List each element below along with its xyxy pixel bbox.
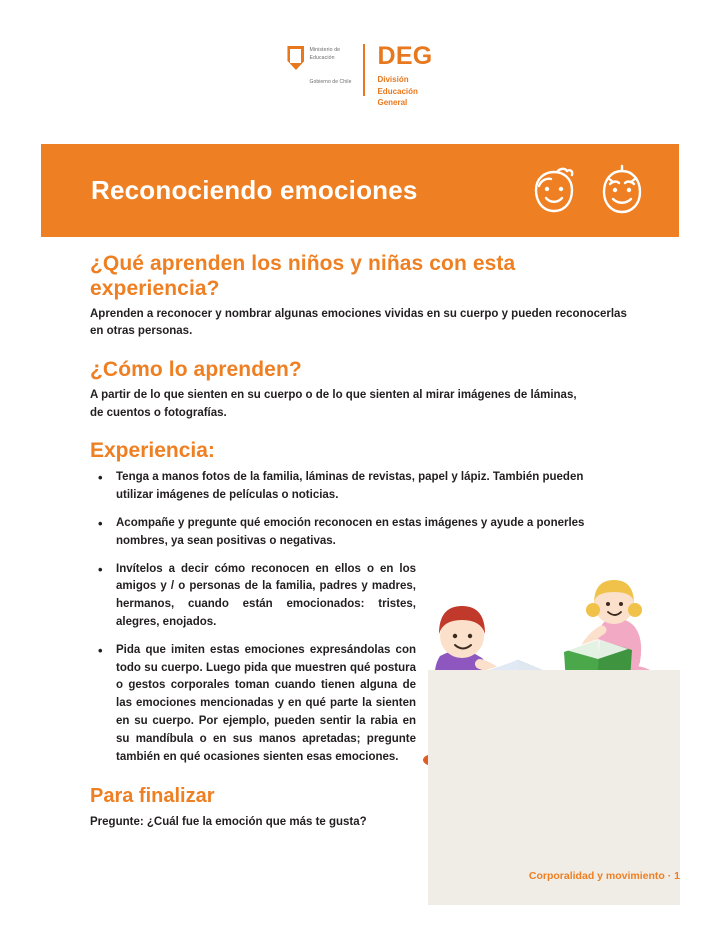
ministry-logo <box>287 44 365 96</box>
list-item: • Tenga a manos fotos de la familia, láminas de revistas, papel y lápiz. También pueden utilizar imágenes de películas o noticias. <box>90 469 621 505</box>
children-reading-books-illustration <box>418 560 680 905</box>
list-item: • Pida que imiten estas emociones expresándolas con todo su cuerpo. Luego pida que muestren qué postura o gestos corporales toman cuando tienen alguna de las emociones mencionadas y en qué parte la sienten en su cuerpo. Por ejemplo, pueden sentir la rabia en su mandíbula o en sus manos apretadas; pregunte también en qué ocasiones sienten esas emociones. <box>90 642 416 767</box>
list-item: • Invítelos a decir cómo reconocen en ellos o en los amigos y / o personas de la familia, padres y madres, hermanos, cuando están emocionados: tristes, alegres, enojados. <box>90 561 416 632</box>
banner-faces <box>527 164 651 220</box>
logo-group <box>287 44 432 109</box>
deg-logo <box>375 44 432 109</box>
deg-acronym: DEG <box>377 42 433 70</box>
section-title-que-aprenden: ¿Qué aprenden los niños y niñas con esta experiencia? <box>90 252 516 300</box>
deg-line-3: General <box>377 98 408 108</box>
page-title: Reconociendo emociones <box>91 175 418 205</box>
ministry-logo-text <box>309 44 351 86</box>
coat-of-arms-icon <box>287 46 304 70</box>
section-body-para-finalizar: Pregunte: ¿Cuál fue la emoción que más te gusta? <box>90 815 367 828</box>
title-banner <box>41 144 679 237</box>
deg-line-1: División <box>377 75 409 84</box>
list-item: • Acompañe y pregunte qué emoción reconocen en estas imágenes y ayude a ponerles nombres, ya sean positivas o negativas. <box>90 515 621 551</box>
ministry-government-line: Gobierno de Chile <box>309 79 352 86</box>
page-footer: Corporalidad y movimiento · 1 <box>528 870 680 882</box>
smiling-girl-face-icon <box>527 164 583 220</box>
deg-subtitle <box>377 74 432 109</box>
document-logo-bar <box>0 44 720 109</box>
ministry-line-2: Educación <box>309 54 335 61</box>
section-body-como-aprenden: A partir de lo que sienten en su cuerpo o de lo que sienten al mirar imágenes de láminas, de cuentos o fotografías. <box>90 389 577 419</box>
section-title-experiencia: Experiencia: <box>90 439 215 463</box>
deg-line-2: Educación <box>377 86 418 96</box>
section-title-para-finalizar: Para finalizar <box>90 784 215 807</box>
ministry-line-1: Ministerio de <box>309 47 341 53</box>
smiling-boy-face-icon <box>595 164 651 220</box>
section-title-como-aprenden: ¿Cómo lo aprenden? <box>90 358 302 382</box>
section-body-que-aprenden: Aprenden a reconocer y nombrar algunas emociones vividas en su cuerpo y pueden reconocerlas en otras personas. <box>90 307 627 337</box>
